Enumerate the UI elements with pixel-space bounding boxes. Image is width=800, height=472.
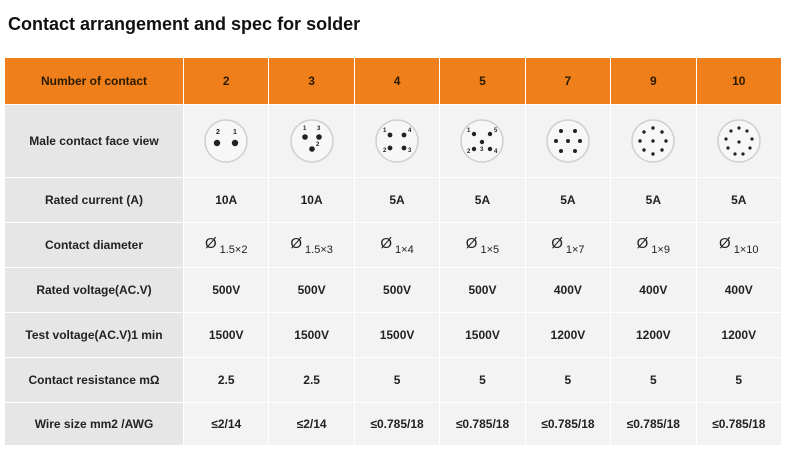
table-cell: 1200V (611, 313, 696, 358)
header-count: 10 (696, 58, 781, 105)
table-row-contact-diameter (5, 223, 782, 268)
svg-text:2: 2 (467, 149, 471, 155)
table-cell: 2.5 (269, 358, 354, 403)
spec-table (4, 57, 782, 446)
header-count: 7 (525, 58, 610, 105)
header-label: Number of contact (5, 58, 184, 105)
diameter-symbol: Ø (551, 234, 563, 252)
table-row-contact-resistance (5, 358, 782, 403)
table-header-row (5, 58, 782, 105)
connector-face-icon (374, 118, 420, 164)
table-cell (696, 223, 781, 268)
contact-face-3 (269, 105, 354, 178)
svg-text:2: 2 (315, 142, 319, 148)
table-row-face-view (5, 105, 782, 178)
svg-text:3: 3 (480, 147, 484, 153)
table-row-rated-current (5, 178, 782, 223)
diameter-symbol: Ø (204, 234, 217, 252)
diameter-value: 1×7 (565, 243, 585, 256)
connector-face-icon (716, 118, 762, 164)
row-label: Contact diameter (5, 223, 184, 268)
connector-face-icon (630, 118, 676, 164)
svg-text:1: 1 (302, 126, 306, 132)
connector-face-icon (459, 118, 505, 164)
table-cell (184, 223, 269, 268)
row-label: Test voltage(AC.V)1 min (5, 313, 184, 358)
row-label: Male contact face view (5, 105, 184, 178)
connector-face-icon (203, 118, 249, 164)
table-row-wire-size (5, 403, 782, 446)
table-cell: ≤0.785/18 (696, 403, 781, 446)
table-cell: 1500V (354, 313, 439, 358)
row-label: Rated voltage(AC.V) (5, 268, 184, 313)
table-cell: 10A (184, 178, 269, 223)
diameter-symbol: Ø (636, 234, 649, 252)
table-cell: 1500V (184, 313, 269, 358)
table-cell: 5A (525, 178, 610, 223)
diameter-symbol: Ø (290, 234, 303, 252)
header-count: 5 (440, 58, 525, 105)
contact-face-4 (354, 105, 439, 178)
table-cell (440, 223, 525, 268)
diameter-value: 1×9 (651, 243, 670, 256)
table-cell: ≤0.785/18 (525, 403, 610, 446)
table-cell: ≤0.785/18 (611, 403, 696, 446)
header-count: 2 (184, 58, 269, 105)
contact-face-5 (440, 105, 525, 178)
row-label: Contact resistance mΩ (5, 358, 184, 403)
table-cell: 1500V (440, 313, 525, 358)
svg-text:2: 2 (383, 148, 387, 154)
svg-text:2: 2 (216, 129, 221, 136)
row-label: Wire size mm2 /AWG (5, 403, 184, 446)
svg-text:4: 4 (494, 149, 498, 155)
connector-face-icon (545, 118, 591, 164)
connector-face-icon (289, 118, 335, 164)
table-cell: 5 (354, 358, 439, 403)
diameter-value: 1.5×3 (305, 243, 333, 256)
table-row-test-voltage (5, 313, 782, 358)
contact-face-10 (696, 105, 781, 178)
table-cell: 1200V (525, 313, 610, 358)
table-cell: ≤0.785/18 (440, 403, 525, 446)
table-cell: 1500V (269, 313, 354, 358)
diameter-value: 1×4 (395, 243, 414, 256)
table-cell: 400V (611, 268, 696, 313)
header-count: 3 (269, 58, 354, 105)
table-cell: 5A (611, 178, 696, 223)
table-cell (269, 223, 354, 268)
table-cell (611, 223, 696, 268)
svg-text:5: 5 (494, 128, 498, 134)
diameter-symbol: Ø (380, 234, 393, 252)
diameter-value: 1×10 (733, 243, 759, 256)
svg-text:1: 1 (383, 128, 387, 134)
contact-face-7 (525, 105, 610, 178)
table-cell: 500V (184, 268, 269, 313)
svg-text:1: 1 (467, 128, 471, 134)
svg-text:3: 3 (408, 148, 412, 154)
contact-face-2 (184, 105, 269, 178)
table-cell: 500V (440, 268, 525, 313)
table-cell: 400V (525, 268, 610, 313)
table-cell: 2.5 (184, 358, 269, 403)
svg-text:4: 4 (408, 128, 412, 134)
diameter-value: 1×5 (480, 243, 500, 256)
table-cell: 500V (354, 268, 439, 313)
table-cell: 10A (269, 178, 354, 223)
table-cell: 5 (440, 358, 525, 403)
table-cell (354, 223, 439, 268)
table-cell: 5 (611, 358, 696, 403)
table-cell: 5A (354, 178, 439, 223)
table-cell: ≤0.785/18 (354, 403, 439, 446)
diameter-value: 1.5×2 (219, 243, 248, 256)
contact-face-9 (611, 105, 696, 178)
diameter-symbol: Ø (719, 234, 731, 252)
table-cell: ≤2/14 (269, 403, 354, 446)
svg-text:1: 1 (233, 129, 238, 136)
table-cell: 5 (525, 358, 610, 403)
diameter-symbol: Ø (465, 234, 478, 252)
page-title: Contact arrangement and spec for solder (8, 14, 361, 34)
table-cell: 500V (269, 268, 354, 313)
table-cell: 5 (696, 358, 781, 403)
header-count: 9 (611, 58, 696, 105)
table-cell (525, 223, 610, 268)
table-cell: 1200V (696, 313, 781, 358)
table-cell: 5A (440, 178, 525, 223)
header-count: 4 (354, 58, 439, 105)
table-cell: 400V (696, 268, 781, 313)
table-cell: ≤2/14 (184, 403, 269, 446)
svg-text:3: 3 (316, 126, 320, 132)
row-label: Rated current (A) (5, 178, 184, 223)
table-cell: 5A (696, 178, 781, 223)
table-row-rated-voltage (5, 268, 782, 313)
